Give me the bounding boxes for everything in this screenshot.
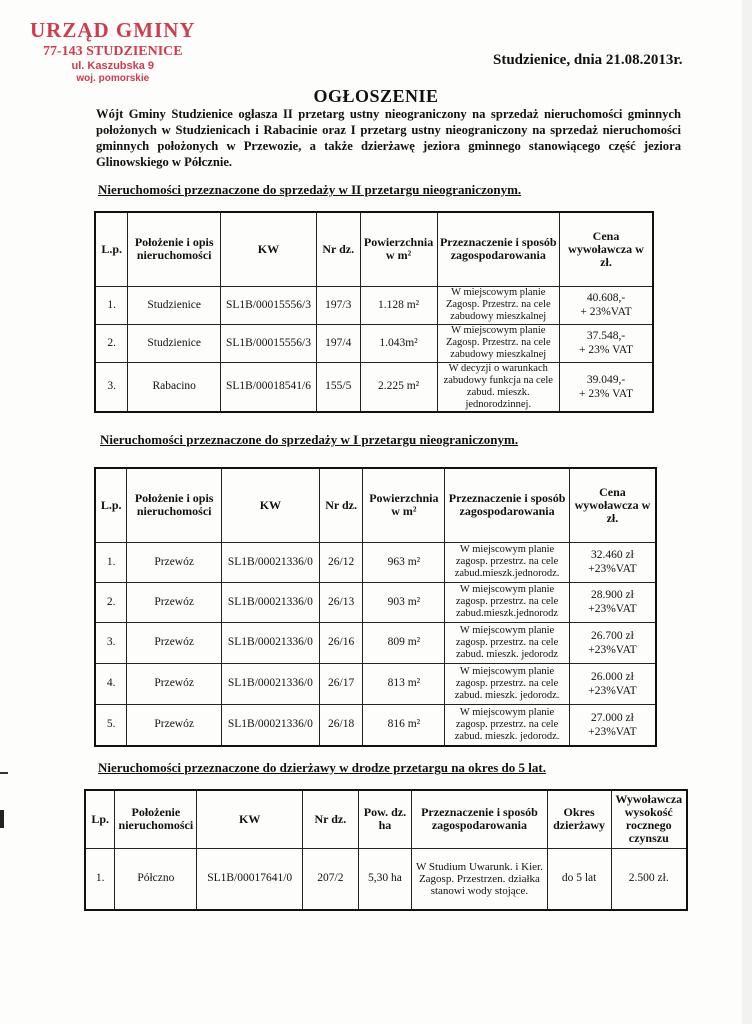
scan-mark: [0, 810, 4, 828]
col-header-area: Powierzchnia w m²: [363, 468, 445, 542]
cell-price: [560, 324, 653, 362]
table-row: [95, 324, 653, 362]
cell-location: Przewóz: [127, 663, 222, 704]
cell-area: 963 m²: [363, 542, 445, 582]
col-header-lp: L.p.: [95, 212, 128, 286]
table-row: [95, 663, 656, 704]
cell-kw: SL1B/00021336/0: [221, 663, 319, 704]
price-value: 26.700 zł: [591, 629, 634, 642]
cell-lp: 3.: [95, 362, 128, 412]
cell-parcel: 26/18: [319, 704, 363, 746]
price-value: 40.608,-: [586, 292, 626, 304]
cell-price: [569, 622, 656, 663]
price-vat: +23%VAT: [588, 643, 637, 656]
scan-mark: [0, 772, 8, 774]
price-value: 27.000 zł: [591, 711, 634, 724]
price-vat: + 23%VAT: [580, 306, 632, 318]
cell-purpose: W miejscowym planie zagosp. przestrz. na cele zabud. mieszk. jedorodz: [445, 622, 570, 663]
cell-price: [560, 286, 653, 324]
cell-location: Rabacino: [128, 362, 221, 412]
price-value: 37.548,-: [586, 330, 626, 342]
col-header-lp: Lp.: [85, 790, 115, 848]
stamp-line: 77-143 STUDZIENICE: [42, 44, 183, 59]
stamp-line: ul. Kaszubska 9: [71, 60, 155, 72]
cell-kw: SL1B/00015556/3: [221, 324, 317, 362]
cell-lp: 1.: [95, 286, 128, 324]
cell-purpose: W miejscowym planie zagosp. przestrz. na cele zabud. mieszk. jedorodz.: [445, 704, 570, 746]
cell-area: 5,30 ha: [358, 848, 412, 910]
cell-kw: SL1B/00021336/0: [221, 704, 319, 746]
cell-location: Przewóz: [127, 622, 222, 663]
cell-kw: SL1B/00015556/3: [221, 286, 317, 324]
cell-purpose: W miejscowym planie zagosp. przestrz. na cele zabud. mieszk. jedorodz.: [445, 663, 570, 704]
price-vat: +23%VAT: [588, 725, 637, 738]
col-header-location: Położenie i opis nieruchomości: [127, 468, 222, 542]
cell-kw: SL1B/00018541/6: [221, 362, 317, 412]
cell-rent: 2.500 zł.: [611, 848, 687, 910]
cell-location: Studzienice: [128, 286, 221, 324]
cell-area: 813 m²: [363, 663, 445, 704]
col-header-lp: L.p.: [95, 468, 127, 542]
cell-kw: SL1B/00021336/0: [221, 542, 319, 582]
col-header-kw: KW: [221, 468, 319, 542]
cell-parcel: 207/2: [303, 848, 359, 910]
price-value: 39.049,-: [586, 373, 626, 386]
cell-price: [569, 663, 656, 704]
cell-location: Przewóz: [127, 704, 222, 746]
table-header-row: [95, 212, 653, 286]
sale-table-second-tender: [94, 211, 654, 413]
cell-location: Studzienice: [128, 324, 221, 362]
sale-table-first-tender: [94, 467, 657, 747]
cell-purpose: W Studium Uwarunk. i Kier. Zagosp. Przestrzen. działka stanowi wody stojące.: [412, 848, 547, 910]
table-row: [95, 704, 656, 746]
cell-kw: SL1B/00021336/0: [221, 582, 319, 622]
cell-price: [560, 362, 653, 412]
price-vat: + 23% VAT: [579, 387, 633, 400]
cell-lp: 2.: [95, 582, 127, 622]
table-row: [85, 848, 687, 910]
cell-parcel: 26/12: [319, 542, 363, 582]
cell-purpose: W miejscowym planie Zagosp. Przestrz. na cele zabudowy mieszkalnej: [437, 286, 559, 324]
cell-kw: SL1B/00017641/0: [197, 848, 303, 910]
section-heading-sale-second-tender: Nieruchomości przeznaczone do sprzedaży w II przetargu nieograniczonym.: [98, 182, 522, 197]
lease-table: [84, 789, 688, 911]
cell-area: 1.128 m²: [360, 286, 437, 324]
section-heading-sale-first-tender: Nieruchomości przeznaczone do sprzedaży w I przetargu nieograniczonym.: [100, 432, 519, 447]
col-header-purpose: Przeznaczenie i sposób zagospodarowania: [445, 468, 570, 542]
document-date: Studzienice, dnia 21.08.2013r.: [493, 52, 683, 68]
cell-purpose: W miejscowym planie zagosp. przestrz. na cele zabud.mieszk.jednorodz: [445, 582, 570, 622]
cell-area: 2.225 m²: [360, 362, 437, 412]
col-header-kw: KW: [197, 790, 303, 848]
col-header-area: Pow. dz. ha: [358, 790, 412, 848]
cell-parcel: 26/16: [319, 622, 363, 663]
cell-price: [569, 704, 656, 746]
table-row: [95, 286, 653, 324]
price-value: 32.460 zł: [591, 549, 634, 561]
price-vat: +23%VAT: [588, 603, 637, 615]
office-stamp: [30, 18, 196, 85]
col-header-kw: KW: [221, 212, 317, 286]
cell-lp: 1.: [85, 848, 115, 910]
cell-area: 1.043m²: [360, 324, 437, 362]
cell-price: [569, 582, 656, 622]
section-heading-lease: Nieruchomości przeznaczone do dzierżawy w drodze przetargu na okres do 5 lat.: [98, 760, 546, 775]
cell-purpose: W miejscowym planie zagosp. przestrz. na cele zabud.mieszk.jednorodz.: [445, 542, 570, 582]
col-header-purpose: Przeznaczenie i sposób zagospodarowania: [412, 790, 547, 848]
table-row: [95, 362, 653, 412]
stamp-line: woj. pomorskie: [76, 73, 150, 84]
cell-kw: SL1B/00021336/0: [221, 622, 319, 663]
col-header-price: Cena wywoławcza w zł.: [560, 212, 653, 286]
cell-parcel: 155/5: [316, 362, 360, 412]
price-value: 28.900 zł: [591, 589, 634, 601]
table-row: [95, 542, 656, 582]
scan-edge: [742, 0, 752, 1024]
cell-lp: 3.: [95, 622, 127, 663]
col-header-purpose: Przeznaczenie i sposób zagospodarowania: [437, 212, 559, 286]
price-value: 26.000 zł: [591, 670, 634, 683]
price-vat: +23%VAT: [588, 563, 637, 575]
table-row: [95, 582, 656, 622]
announcement-intro: Wójt Gminy Studzienice ogłasza II przetarg ustny nieograniczony na sprzedaż nieruchomości gminnych położonych w Studzienicach i Rabacinie oraz I przetarg ustny nieograniczony na sprzedaż nieruchomości gminnych położonych w Przewozie, a także dzierżawę jeziora gminnego stanowiącego część jeziora Glinowskiego w Półcznie.: [96, 107, 681, 169]
col-header-location: Położenie i opis nieruchomości: [128, 212, 221, 286]
cell-area: 816 m²: [363, 704, 445, 746]
col-header-term: Okres dzierżawy: [547, 790, 611, 848]
cell-lp: 2.: [95, 324, 128, 362]
cell-area: 809 m²: [363, 622, 445, 663]
cell-parcel: 197/3: [316, 286, 360, 324]
cell-area: 903 m²: [363, 582, 445, 622]
cell-price: [569, 542, 656, 582]
price-vat: + 23% VAT: [579, 344, 633, 356]
col-header-area: Powierzchnia w m²: [360, 212, 437, 286]
table-row: [95, 622, 656, 663]
col-header-parcel: Nr dz.: [316, 212, 360, 286]
col-header-rent: Wywoławcza wysokość rocznego czynszu: [611, 790, 687, 848]
table-header-row: [95, 468, 656, 542]
col-header-price: Cena wywoławcza w zł.: [569, 468, 656, 542]
cell-lp: 4.: [95, 663, 127, 704]
cell-location: Przewóz: [127, 582, 222, 622]
table-header-row: [85, 790, 687, 848]
cell-parcel: 26/17: [319, 663, 363, 704]
document-title: OGŁOSZENIE: [313, 86, 439, 106]
cell-lp: 5.: [95, 704, 127, 746]
col-header-location: Położenie nieruchomości: [115, 790, 197, 848]
cell-parcel: 26/13: [319, 582, 363, 622]
col-header-parcel: Nr dz.: [303, 790, 359, 848]
cell-location: Półczno: [115, 848, 197, 910]
cell-location: Przewóz: [127, 542, 222, 582]
cell-term: do 5 lat: [547, 848, 611, 910]
cell-lp: 1.: [95, 542, 127, 582]
col-header-parcel: Nr dz.: [319, 468, 363, 542]
cell-purpose: W miejscowym planie Zagosp. Przestrz. na cele zabudowy mieszkalnej: [437, 324, 559, 362]
stamp-line: URZĄD GMINY: [30, 18, 196, 42]
cell-parcel: 197/4: [316, 324, 360, 362]
cell-purpose: W decyzji o warunkach zabudowy funkcja na cele zabud. mieszk. jednorodzinnej.: [437, 362, 559, 412]
price-vat: +23%VAT: [588, 684, 637, 697]
